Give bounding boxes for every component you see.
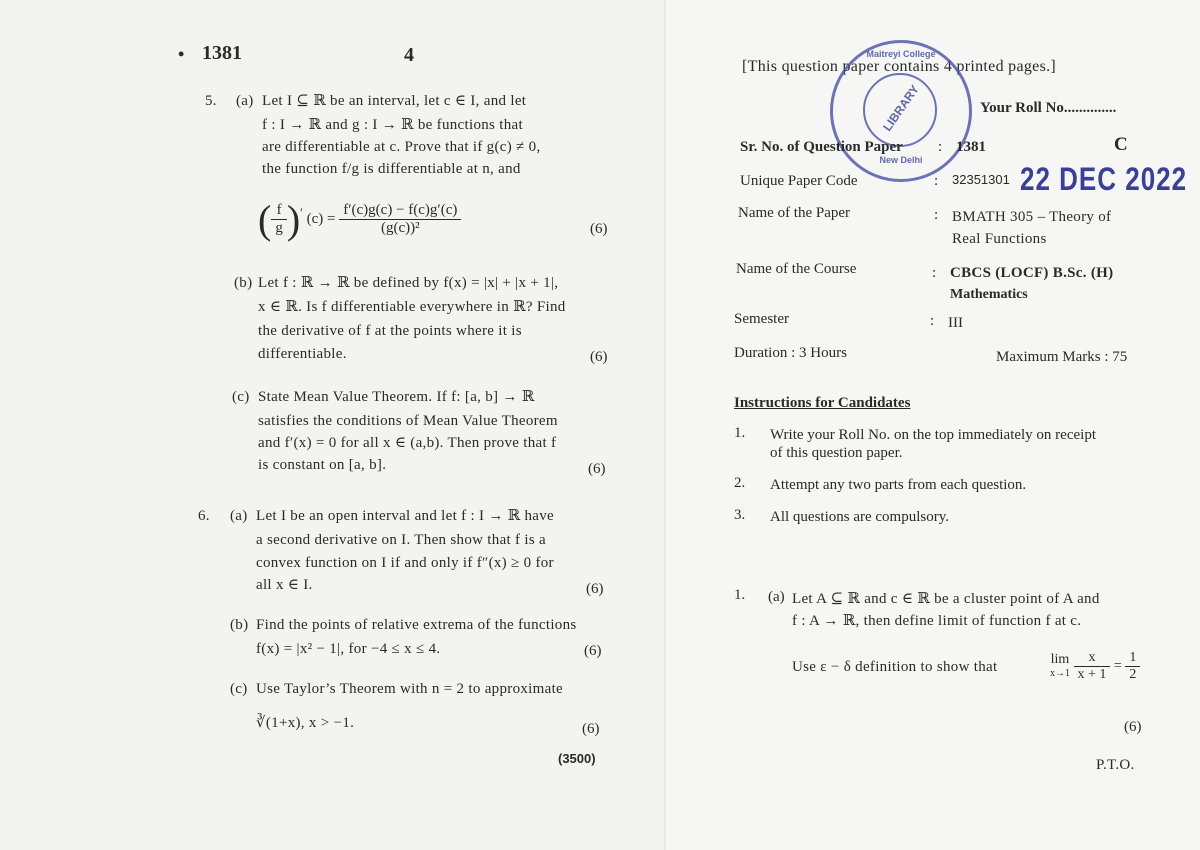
printed-pages-note: [This question paper contains 4 printed pages.] <box>742 58 1057 75</box>
quotient-rule-fraction: $\frac{f'(c)g(c) - f(c)g'(c)}{\text{(g(c))²}}$ <box>339 202 461 237</box>
q1a-line2: f : A → ℝ, then define limit of function f at c. <box>792 613 1082 629</box>
q6c-line2: ∛(1+x), x > −1. <box>256 715 355 731</box>
q5a-line3: are differentiable at c. Prove that if g(c) ≠ 0, <box>262 139 541 155</box>
field-value-course-2: Mathematics <box>950 287 1028 302</box>
field-sep-sr-no: : <box>938 139 943 155</box>
q6c-label: (c) <box>230 681 248 697</box>
library-stamp <box>830 40 972 182</box>
right-page <box>668 0 1200 850</box>
instruction-1-number: 1. <box>734 425 746 441</box>
q5a-line2: f : I → ℝ and g : I → ℝ be functions that <box>262 117 523 133</box>
q5a-label: (a) <box>236 93 254 109</box>
q6-number: 6. <box>198 508 210 524</box>
instruction-2-number: 2. <box>734 475 746 491</box>
q5a-marks: (6) <box>590 221 608 237</box>
q5c-line2: satisfies the conditions of Mean Value Theorem <box>258 413 558 429</box>
q6a-line4: all x ∈ I. <box>256 577 313 593</box>
instruction-3-number: 3. <box>734 507 746 523</box>
print-count: (3500) <box>558 751 596 766</box>
q6b-line2: f(x) = |x² − 1|, for −4 ≤ x ≤ 4. <box>256 641 441 657</box>
q1-number: 1. <box>734 587 746 603</box>
field-value-paper-name: BMATH 305 – Theory of <box>952 209 1112 225</box>
stamp-top-text: Maitreyi College <box>866 49 936 59</box>
q5b-marks: (6) <box>590 349 608 365</box>
instruction-1-line2: of this question paper. <box>770 445 903 461</box>
field-label-paper-name: Name of the Paper <box>738 205 851 221</box>
q5-number: 5. <box>205 93 217 109</box>
q6b-line1: Find the points of relative extrema of the functions <box>256 617 577 633</box>
stamp-middle-text: LIBRARY <box>880 82 922 134</box>
q6a-line2: a second derivative on I. Then show that f is a <box>256 532 546 548</box>
q5b-label: (b) <box>234 275 253 291</box>
field-label-semester: Semester <box>734 311 789 327</box>
q5b-line4: differentiable. <box>258 346 347 362</box>
instruction-2-line1: Attempt any two parts from each question. <box>770 477 1027 493</box>
field-value-course: CBCS (LOCF) B.Sc. (H) <box>950 265 1114 281</box>
instruction-3-line1: All questions are compulsory. <box>770 509 949 525</box>
stamp-bottom-text: New Delhi <box>879 155 923 165</box>
field-value-semester: III <box>948 315 963 331</box>
roll-number-field: Your Roll No.............. <box>980 100 1117 116</box>
q6c-marks: (6) <box>582 721 600 737</box>
f-over-g: $\frac{f}{g}$ <box>271 202 287 237</box>
q6c-line1: Use Taylor’s Theorem with n = 2 to approximate <box>256 681 563 697</box>
q1a-label: (a) <box>768 589 785 605</box>
instructions-title: Instructions for Candidates <box>734 395 911 411</box>
q6a-label: (a) <box>230 508 248 524</box>
field-value-paper-name-2: Real Functions <box>952 231 1047 247</box>
q5c-line4: is constant on [a, b]. <box>258 457 387 473</box>
field-sep-upc: : <box>934 173 939 189</box>
maximum-marks: Maximum Marks : 75 <box>996 349 1128 365</box>
bullet-mark: • <box>178 44 185 64</box>
q5c-line3: and f′(x) = 0 for all x ∈ (a,b). Then prove that f <box>258 435 557 451</box>
q5a-line1: Let I ⊆ ℝ be an interval, let c ∈ I, and let <box>262 93 527 109</box>
q5b-line3: the derivative of f at the points where it is <box>258 323 522 339</box>
q1a-marks: (6) <box>1124 719 1142 735</box>
limit-expression: lim x→1 $\frac{x}{x + 1}$ = $\frac{1}{2}$ <box>1050 650 1140 683</box>
q5b-line2: x ∈ ℝ. Is f differentiable everywhere in ℝ? Find <box>258 299 566 315</box>
field-label-course: Name of the Course <box>736 261 857 277</box>
q5c-line1: State Mean Value Theorem. If f: [a, b] → ℝ <box>258 389 535 405</box>
field-value-sr-no: 1381 <box>956 139 986 155</box>
field-sep-paper-name: : <box>934 207 939 223</box>
paper-set-letter: C <box>1114 134 1128 155</box>
field-value-upc: 32351301 <box>952 172 1010 187</box>
q5c-label: (c) <box>232 389 250 405</box>
page-header-code: 1381 <box>202 42 242 64</box>
instruction-1-line1: Write your Roll No. on the top immediately on receipt <box>770 427 1096 443</box>
q5a-line4: the function f/g is differentiable at n, and <box>262 161 521 177</box>
q5a-formula: ( $\frac{f}{g}$ )′ (c) = $\frac{f'(c)g(c) - f(c)g'(c)}{\text{(g(c))²}}$ <box>258 196 461 243</box>
q6a-marks: (6) <box>586 581 604 597</box>
field-label-upc: Unique Paper Code <box>740 173 858 189</box>
date-stamp: 22 DEC 2022 <box>1020 160 1188 198</box>
field-label-sr-no: Sr. No. of Question Paper <box>740 139 903 155</box>
q6b-label: (b) <box>230 617 249 633</box>
page-number: 4 <box>404 44 414 66</box>
field-sep-semester: : <box>930 313 935 329</box>
q1a-use-text: Use ε − δ definition to show that <box>792 659 998 675</box>
field-sep-course: : <box>932 265 937 281</box>
q5c-marks: (6) <box>588 461 606 477</box>
q6a-line1: Let I be an open interval and let f : I → ℝ have <box>256 508 555 524</box>
q6b-marks: (6) <box>584 643 602 659</box>
q6a-line3: convex function on I if and only if f″(x) ≥ 0 for <box>256 555 554 571</box>
duration: Duration : 3 Hours <box>734 345 847 361</box>
pto: P.T.O. <box>1096 757 1135 773</box>
q5b-line1: Let f : ℝ → ℝ be defined by f(x) = |x| + |x + 1|, <box>258 275 559 291</box>
q1a-line1: Let A ⊆ ℝ and c ∈ ℝ be a cluster point of A and <box>792 591 1100 607</box>
